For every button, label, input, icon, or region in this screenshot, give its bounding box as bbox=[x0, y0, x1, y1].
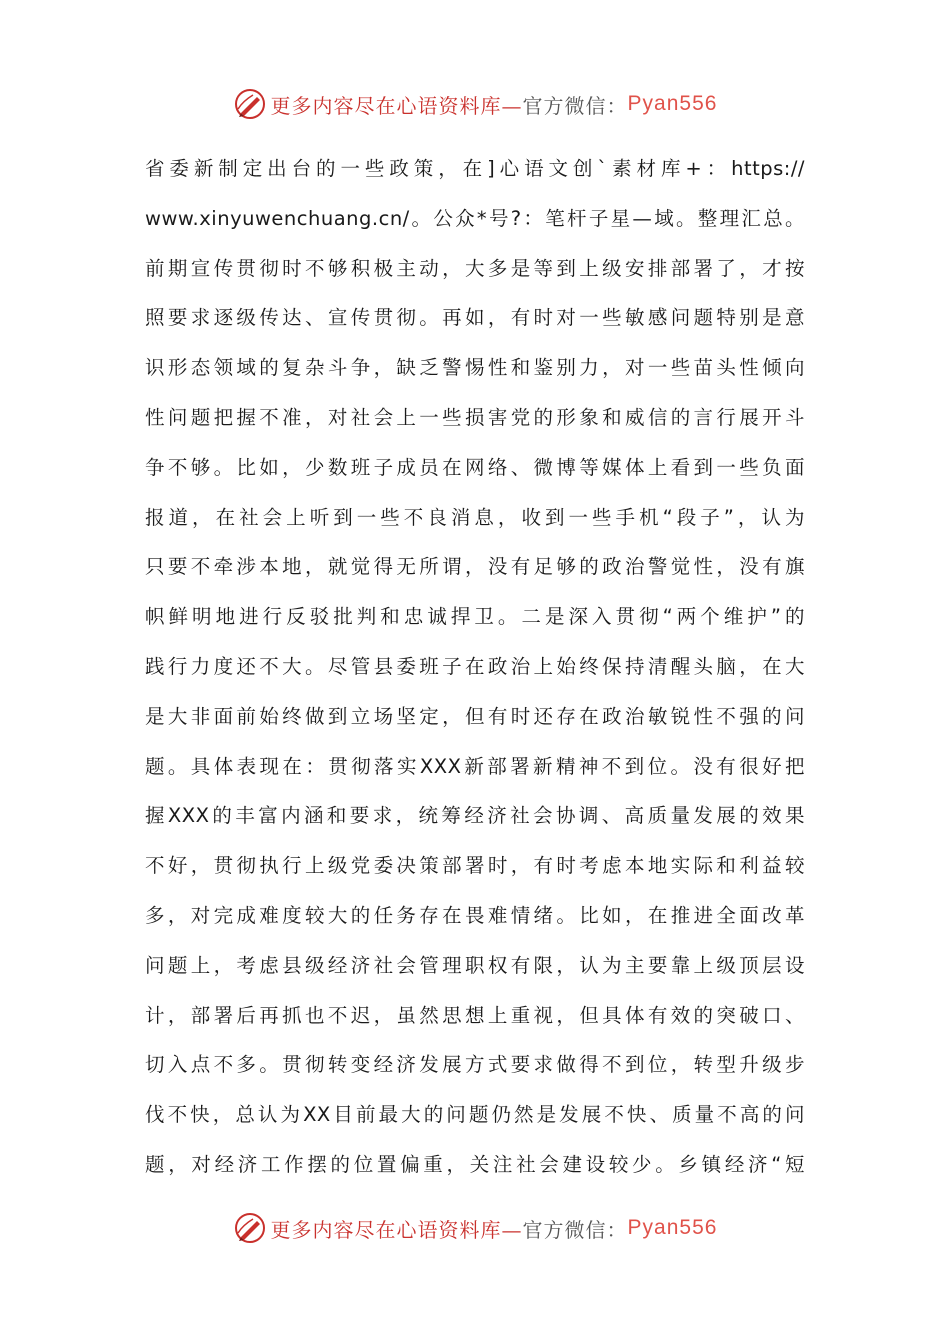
paragraph-line: 是大非面前始终做到立场坚定，但有时还存在政治敏锐性不强的问 bbox=[145, 704, 805, 728]
paragraph-line: www.xinyuwenchuang.cn/。公众*号?：笔杆子星—域。整理汇总。 bbox=[145, 206, 805, 230]
document-body bbox=[145, 150, 805, 1196]
paragraph-line: 握XXX的丰富内涵和要求，统筹经济社会协调、高质量发展的效果 bbox=[145, 804, 805, 828]
footer-wechat-label: 官方微信： bbox=[522, 1217, 628, 1242]
footer-banner bbox=[0, 1208, 950, 1248]
paragraph-line: 照要求逐级传达、宣传贯彻。再如，有时对一些敏感问题特别是意 bbox=[145, 306, 805, 330]
pen-logo-icon bbox=[233, 1211, 267, 1245]
paragraph-line: 伐不快，总认为XX目前最大的问题仍然是发展不快、质量不高的问 bbox=[145, 1103, 805, 1127]
header-wechat-id: Pyan556 bbox=[627, 92, 718, 115]
paragraph-line: 不好，贯彻执行上级党委决策部署时，有时考虑本地实际和利益较 bbox=[145, 854, 805, 878]
paragraph-line: 只要不牵涉本地，就觉得无所谓，没有足够的政治警觉性，没有旗 bbox=[145, 555, 805, 579]
paragraph-line: 识形态领域的复杂斗争，缺乏警惕性和鉴别力，对一些苗头性倾向 bbox=[145, 356, 805, 380]
paragraph-line: 报道，在社会上听到一些不良消息，收到一些手机“段子”，认为 bbox=[145, 505, 805, 529]
paragraph-line: 前期宣传贯彻时不够积极主动，大多是等到上级安排部署了，才按 bbox=[145, 256, 805, 280]
footer-banner-text: 更多内容尽在心语资料库— bbox=[270, 1217, 523, 1242]
footer-wechat-id: Pyan556 bbox=[627, 1216, 718, 1239]
paragraph-line: 计，部署后再抓也不迟，虽然思想上重视，但具体有效的突破口、 bbox=[145, 1003, 805, 1027]
paragraph-line: 题。具体表现在：贯彻落实XXX新部署新精神不到位。没有很好把 bbox=[145, 754, 805, 778]
header-banner bbox=[0, 84, 950, 124]
paragraph-line: 题，对经济工作摆的位置偏重，关注社会建设较少。乡镇经济“短 bbox=[145, 1152, 805, 1176]
header-banner-text: 更多内容尽在心语资料库— bbox=[270, 93, 523, 118]
paragraph-line: 践行力度还不大。尽管县委班子在政治上始终保持清醒头脑，在大 bbox=[145, 654, 805, 678]
pen-logo-icon bbox=[233, 87, 267, 121]
paragraph-line: 争不够。比如，少数班子成员在网络、微博等媒体上看到一些负面 bbox=[145, 455, 805, 479]
paragraph-line: 多，对完成难度较大的任务存在畏难情绪。比如，在推进全面改革 bbox=[145, 903, 805, 927]
header-wechat-label: 官方微信： bbox=[522, 93, 628, 118]
paragraph-line: 省委新制定出台的一些政策，在]心语文创`素材库+：https:// bbox=[145, 157, 805, 180]
paragraph-line: 问题上，考虑县级经济社会管理职权有限，认为主要靠上级顶层设 bbox=[145, 953, 805, 977]
paragraph-line: 切入点不多。贯彻转变经济发展方式要求做得不到位，转型升级步 bbox=[145, 1053, 805, 1077]
paragraph-line: 性问题把握不准，对社会上一些损害党的形象和威信的言行展开斗 bbox=[145, 405, 805, 429]
paragraph-line: 帜鲜明地进行反驳批判和忠诚捍卫。二是深入贯彻“两个维护”的 bbox=[145, 605, 805, 629]
